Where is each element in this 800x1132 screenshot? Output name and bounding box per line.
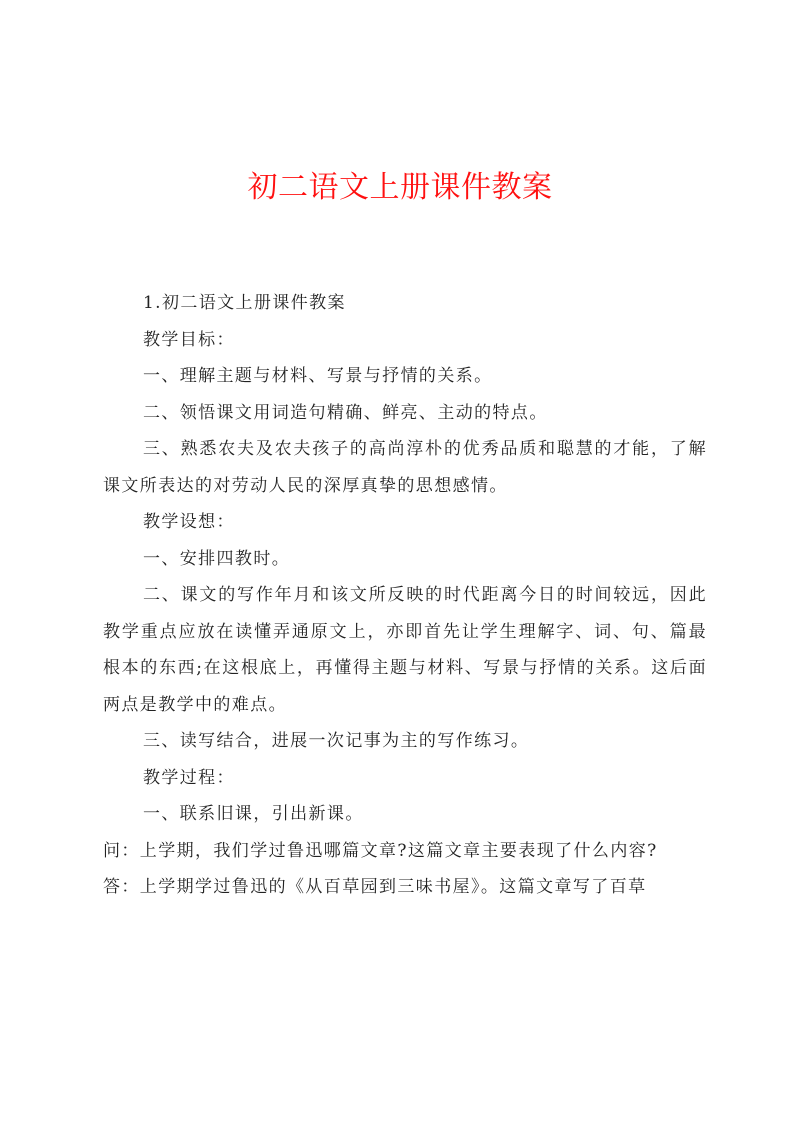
paragraph-process-1: 一、联系旧课，引出新课。 xyxy=(142,804,364,824)
paragraph-teaching-goals-label: 教学目标： xyxy=(142,329,235,350)
paragraph-plan-3: 三、读写结合，进展一次记事为主的写作练习。 xyxy=(142,731,530,751)
paragraph-plan-2: 二、课文的写作年月和该文所反映的时代距离今日的时间较远，因此教学重点应放在读懂弄通原文上，亦即首先让学生理解字、词、句、篇最根本的东西;在这根底上，再懂得主题与材料、写景与抒情的关系。这后面两点是教学中的难点。 xyxy=(103,585,707,715)
paragraph-goal-2: 二、领悟课文用词造句精确、鲜亮、主动的特点。 xyxy=(142,402,548,423)
paragraph-heading: 1.初二语文上册课件教案 xyxy=(142,293,346,313)
document-title: 初二语文上册课件教案 xyxy=(247,170,553,205)
paragraph-teaching-plan-label: 教学设想： xyxy=(142,512,235,532)
paragraph-teaching-process-label: 教学过程： xyxy=(142,767,235,788)
paragraph-plan-1: 一、安排四教时。 xyxy=(142,548,291,569)
document-body xyxy=(103,285,707,906)
paragraph-answer: 答：上学期学过鲁迅的《从百草园到三味书屋》。这篇文章写了百草 xyxy=(103,877,647,897)
paragraph-question: 问：上学期，我们学过鲁迅哪篇文章?这篇文章主要表现了什么内容? xyxy=(103,840,658,861)
paragraph-goal-3: 三、熟悉农夫及农夫孩子的高尚淳朴的优秀品质和聪慧的才能，了解课文所表达的对劳动人民的深厚真挚的思想感情。 xyxy=(103,439,707,496)
paragraph-goal-1: 一、理解主题与材料、写景与抒情的关系。 xyxy=(142,366,493,386)
